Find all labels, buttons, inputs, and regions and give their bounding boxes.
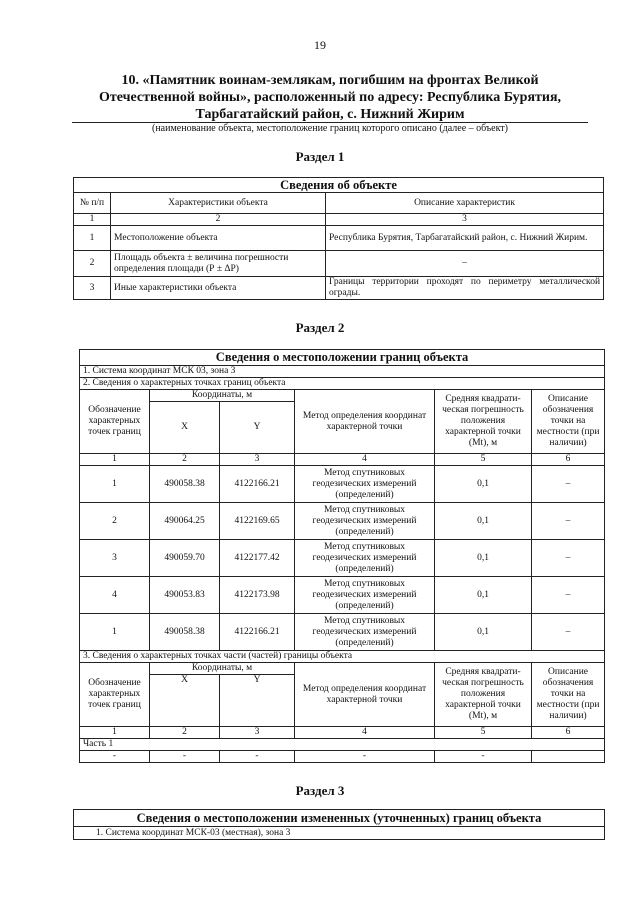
table-row bbox=[80, 614, 605, 651]
point-id: 2 bbox=[80, 503, 150, 540]
coordinate-system: 1. Система координат МСК-03 (местная), зона 3 bbox=[74, 827, 605, 840]
header-point: Обозначение характерных точек границ bbox=[80, 663, 150, 727]
header-method: Метод определения координат характерной точки bbox=[295, 390, 435, 454]
point-error: 0,1 bbox=[435, 577, 532, 614]
points-label: 2. Сведения о характерных точках границ объекта bbox=[80, 378, 605, 390]
header-method: Метод определения координат характерной точки bbox=[295, 663, 435, 727]
object-title: 10. «Памятник воинам-землякам, погибшим на фронтах Великой Отечественной войны», расположенный по адресу: Республика Бурятия, Тарбагатайский район, с. Нижний Жирим bbox=[98, 73, 562, 122]
header-error: Средняя квадрати-ческая погрешность положения характерной точки (Мt), м bbox=[435, 663, 532, 727]
table-row bbox=[80, 751, 605, 763]
header-description: Описание характеристик bbox=[326, 193, 604, 214]
header-point: Обозначение характерных точек границ bbox=[80, 390, 150, 454]
col-number: 5 bbox=[435, 727, 532, 739]
row-characteristic: Иные характеристики объекта bbox=[111, 277, 326, 300]
point-x: 490064.25 bbox=[150, 503, 220, 540]
table-row bbox=[80, 466, 605, 503]
col-number: 1 bbox=[80, 454, 150, 466]
col-number: 1 bbox=[74, 214, 111, 226]
col-number: 4 bbox=[295, 727, 435, 739]
row-description: Республика Бурятия, Тарбагатайский район, с. Нижний Жирим. bbox=[326, 226, 604, 251]
point-error: 0,1 bbox=[435, 614, 532, 651]
section3-table bbox=[73, 809, 605, 840]
part-cell bbox=[532, 751, 605, 763]
point-x: 490053.83 bbox=[150, 577, 220, 614]
point-desc: – bbox=[532, 503, 605, 540]
col-number: 3 bbox=[326, 214, 604, 226]
point-y: 4122169.65 bbox=[220, 503, 295, 540]
point-method: Метод спутниковых геодезических измерений (определений) bbox=[295, 540, 435, 577]
point-id: 4 bbox=[80, 577, 150, 614]
part-cell: - bbox=[220, 751, 295, 763]
point-y: 4122173.98 bbox=[220, 577, 295, 614]
section1-heading: Раздел 1 bbox=[295, 149, 345, 164]
col-number: 4 bbox=[295, 454, 435, 466]
part-cell: - bbox=[150, 751, 220, 763]
col-number: 5 bbox=[435, 454, 532, 466]
coordinate-system: 1. Система координат МСК 03, зона 3 bbox=[80, 366, 605, 378]
header-characteristic: Характеристики объекта bbox=[111, 193, 326, 214]
section3-heading: Раздел 3 bbox=[295, 783, 345, 798]
col-number: 3 bbox=[220, 727, 295, 739]
row-characteristic: Площадь объекта ± величина погрешности определения площади (Р ± ΔР) bbox=[111, 251, 326, 277]
point-y: 4122166.21 bbox=[220, 614, 295, 651]
point-desc: – bbox=[532, 614, 605, 651]
row-number: 2 bbox=[74, 251, 111, 277]
point-error: 0,1 bbox=[435, 540, 532, 577]
point-x: 490058.38 bbox=[150, 466, 220, 503]
section2-heading: Раздел 2 bbox=[295, 320, 345, 335]
section1-table bbox=[73, 177, 604, 300]
header-x: X bbox=[150, 675, 220, 727]
point-x: 490059.70 bbox=[150, 540, 220, 577]
header-point-desc: Описание обозначения точки на местности (при наличии) bbox=[532, 390, 605, 454]
point-method: Метод спутниковых геодезических измерений (определений) bbox=[295, 614, 435, 651]
part-points-label: 3. Сведения о характерных точках части (частей) границы объекта bbox=[80, 651, 605, 663]
col-number: 2 bbox=[150, 454, 220, 466]
table-row bbox=[80, 577, 605, 614]
point-method: Метод спутниковых геодезических измерений (определений) bbox=[295, 577, 435, 614]
point-id: 3 bbox=[80, 540, 150, 577]
row-description: – bbox=[326, 251, 604, 277]
point-id: 1 bbox=[80, 466, 150, 503]
part-cell: - bbox=[435, 751, 532, 763]
section2-table-title: Сведения о местоположении границ объекта bbox=[80, 350, 605, 366]
point-error: 0,1 bbox=[435, 466, 532, 503]
part-name: Часть 1 bbox=[80, 739, 605, 751]
row-description: Границы территории проходят по периметру металлической ограды. bbox=[326, 277, 604, 300]
section1-table-title: Сведения об объекте bbox=[74, 178, 604, 193]
point-method: Метод спутниковых геодезических измерений (определений) bbox=[295, 503, 435, 540]
part-cell: - bbox=[80, 751, 150, 763]
header-error: Средняя квадрати-ческая погрешность положения характерной точки (Мt), м bbox=[435, 390, 532, 454]
part-cell: - bbox=[295, 751, 435, 763]
point-desc: – bbox=[532, 540, 605, 577]
row-characteristic: Местоположение объекта bbox=[111, 226, 326, 251]
col-number: 1 bbox=[80, 727, 150, 739]
table-row bbox=[74, 277, 604, 300]
section3-table-title: Сведения о местоположении измененных (уточненных) границ объекта bbox=[74, 810, 605, 827]
section2-table bbox=[79, 349, 605, 763]
col-number: 6 bbox=[532, 454, 605, 466]
point-x: 490058.38 bbox=[150, 614, 220, 651]
point-error: 0,1 bbox=[435, 503, 532, 540]
point-method: Метод спутниковых геодезических измерений (определений) bbox=[295, 466, 435, 503]
row-number: 3 bbox=[74, 277, 111, 300]
table-row bbox=[74, 226, 604, 251]
table-row bbox=[80, 540, 605, 577]
header-coordinates: Координаты, м bbox=[150, 663, 295, 675]
point-y: 4122166.21 bbox=[220, 466, 295, 503]
point-desc: – bbox=[532, 577, 605, 614]
point-y: 4122177.42 bbox=[220, 540, 295, 577]
header-x: X bbox=[150, 402, 220, 454]
col-number: 2 bbox=[111, 214, 326, 226]
col-number: 3 bbox=[220, 454, 295, 466]
header-point-desc: Описание обозначения точки на местности (при наличии) bbox=[532, 663, 605, 727]
col-number: 6 bbox=[532, 727, 605, 739]
point-desc: – bbox=[532, 466, 605, 503]
title-caption: (наименование объекта, местоположение границ которого описано (далее – объект) bbox=[151, 123, 509, 134]
header-coordinates: Координаты, м bbox=[150, 390, 295, 402]
page-number: 19 bbox=[314, 38, 326, 52]
header-y: Y bbox=[220, 675, 295, 727]
table-row bbox=[74, 251, 604, 277]
col-number: 2 bbox=[150, 727, 220, 739]
header-number: № п/п bbox=[74, 193, 111, 214]
row-number: 1 bbox=[74, 226, 111, 251]
header-y: Y bbox=[220, 402, 295, 454]
point-id: 1 bbox=[80, 614, 150, 651]
table-row bbox=[80, 503, 605, 540]
